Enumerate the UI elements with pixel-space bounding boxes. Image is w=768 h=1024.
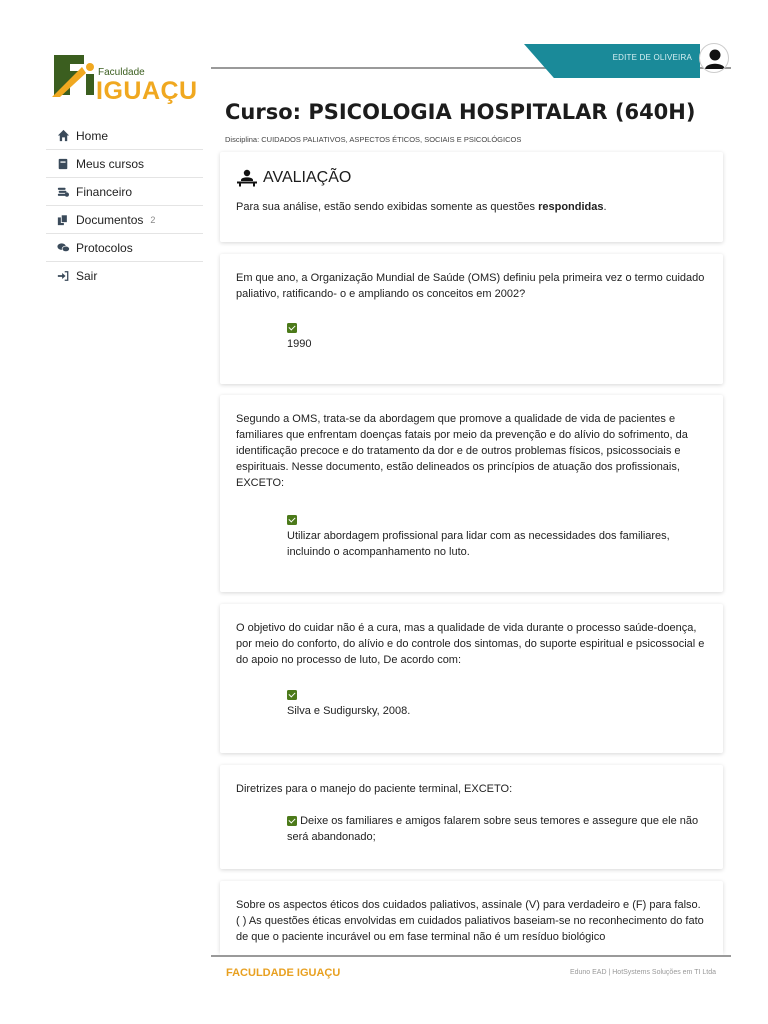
documents-count-badge: 2 <box>150 214 156 225</box>
evaluation-description <box>236 201 607 213</box>
fi-logo-icon <box>52 53 98 99</box>
sidebar-item-label: Financeiro <box>76 184 133 199</box>
sidebar-item-label: Protocolos <box>76 240 133 255</box>
logo-faculdade-text: Faculdade <box>98 67 145 78</box>
sidebar-item-label: Home <box>76 128 109 143</box>
discipline-label: Disciplina: CUIDADOS PALIATIVOS, ASPECTOS ÉTICOS, SOCIAIS E PSICOLÓGICOS <box>225 135 522 144</box>
course-title: Curso: PSICOLOGIA HOSPITALAR (640H) <box>225 100 696 124</box>
question-card <box>220 881 723 961</box>
question-statement: ( ) As questões éticas envolvidas em cuidados paliativos baseiam-se no reconhecimento do fato de que o paciente incurável ou em fase terminal não é um resíduo biológico <box>236 915 704 943</box>
question-text: O objetivo do cuidar não é a cura, mas a qualidade de vida durante o processo saúde-doença, por meio do conforto, do alívio e do controle dos sintomas, do suporte espiritual e psicossocial e do apoio no processo de luto, De acordo com: <box>236 622 705 666</box>
sidebar-item-label: Meus cursos <box>76 156 145 171</box>
footer <box>211 955 731 988</box>
selected-answer <box>287 813 701 845</box>
question-card <box>220 254 723 384</box>
sidebar-item-financeiro[interactable] <box>46 178 203 206</box>
selected-answer <box>287 687 701 719</box>
evaluation-header-card <box>220 152 723 242</box>
sidebar-item-sair[interactable] <box>46 262 203 290</box>
answer-text: Utilizar abordagem profissional para lidar com as necessidades dos familiares, incluindo o acompanhamento no luto. <box>287 530 670 558</box>
user-name[interactable]: EDITE DE OLIVEIRA <box>612 53 692 62</box>
question-text-part: Sobre os aspectos éticos dos cuidados paliativos, assinale (V) para verdadeiro e (F) para falso. <box>236 899 701 911</box>
question-text: Segundo a OMS, trata-se da abordagem que promove a qualidade de vida de pacientes e familiares que enfrentam doenças fatais por meio da prevenção e do alívio do sofrimento, da identificação precoce e do tratamento da dor e de outros problemas físicos, psicossociais e espirituais. Nesse documento, estão delineados os princípios de atuação dos profissionais, EXCETO: <box>236 413 688 489</box>
logo-iguacu-text: IGUAÇU <box>96 77 198 105</box>
chat-icon <box>56 241 70 255</box>
sidebar-item-meus-cursos[interactable] <box>46 150 203 178</box>
answer-text: Silva e Sudigursky, 2008. <box>287 705 411 717</box>
sidebar-item-home[interactable] <box>46 122 203 150</box>
documents-icon <box>56 213 70 227</box>
checkbox-checked-icon <box>287 323 297 333</box>
selected-answer <box>287 512 701 560</box>
evaluation-desc-suffix: . <box>603 201 607 213</box>
answer-text: 1990 <box>287 338 312 350</box>
question-card <box>220 765 723 869</box>
user-avatar-icon[interactable] <box>699 43 729 73</box>
selected-answer <box>287 320 701 352</box>
checkbox-checked-icon <box>287 690 297 700</box>
sidebar-item-label: Documentos <box>76 212 144 227</box>
coins-icon <box>56 185 70 199</box>
evaluation-title-text: AVALIAÇÃO <box>263 169 352 186</box>
question-card <box>220 604 723 753</box>
checkbox-checked-icon <box>287 816 297 826</box>
sidebar-item-label: Sair <box>76 269 98 283</box>
question-text: Diretrizes para o manejo do paciente terminal, EXCETO: <box>236 783 513 795</box>
evaluation-desc-bold: respondidas <box>538 201 604 213</box>
faculdade-iguacu-logo[interactable] <box>52 53 202 103</box>
checkbox-checked-icon <box>287 515 297 525</box>
question-text: Em que ano, a Organização Mundial de Saúde (OMS) definiu pela primeira vez o termo cuidado paliativo, ratificando- o e ampliando os conceitos em 2002? <box>236 272 705 300</box>
sidebar-item-protocolos[interactable] <box>46 234 203 262</box>
sidebar-item-documentos[interactable] <box>46 206 203 234</box>
home-icon <box>56 129 70 143</box>
book-icon <box>56 157 70 171</box>
footer-brand: FACULDADE IGUAÇU <box>226 967 341 979</box>
question-card <box>220 395 723 592</box>
evaluation-desc-prefix: Para sua análise, estão sendo exibidas somente as questões <box>236 201 539 213</box>
sidebar-nav <box>46 122 203 290</box>
footer-credits: Eduno EAD | HotSystems Soluções em TI Ltda <box>569 969 716 976</box>
sign-out-icon <box>56 269 70 283</box>
answer-text: Deixe os familiares e amigos falarem sobre seus temores e assegure que ele não será abandonado; <box>287 815 699 843</box>
teacher-icon <box>236 169 258 187</box>
evaluation-title <box>236 169 351 187</box>
question-text <box>236 897 707 945</box>
